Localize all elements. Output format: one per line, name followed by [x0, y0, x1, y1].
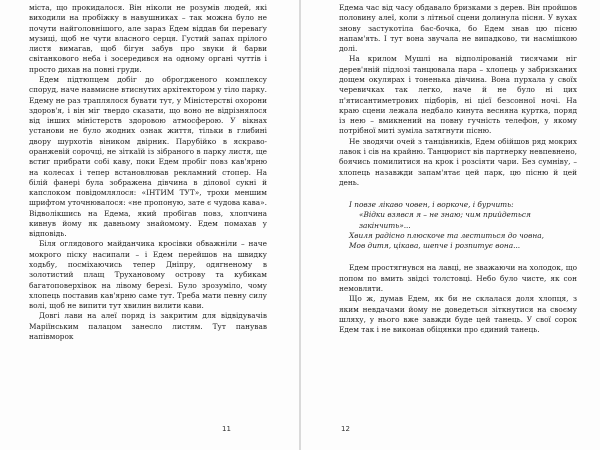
book-gutter	[299, 0, 301, 450]
paragraph: На крилом Мушлі на відполірованій тисячами ніг дерев'яній підлозі танцювала пара – хлопець у забризканих дощем окулярах і тоненька дівчина. Вона пурхала у своїх черевичках так легко, наче й не було ні цих п'ятисантиметрових підборів, ні цієї безсонної ночі. На краю сцени лежала недбало кинута весняна куртка, поряд із нею – вмикнений на повну гучність телефон, у якому потрібної миті зуміла затягнути пісню.	[339, 54, 577, 136]
poem-quote	[349, 200, 577, 251]
paragraph: Довгі лави на алеї поряд із закритим для відвідувачів Маріїнським палацом занесло листям. Тут панував напівморок	[29, 311, 267, 341]
poem-line: «Відки взявся я – не знаю; чим прийдеться закінчить»...	[359, 210, 531, 230]
paragraph: Едема час від часу обдавало бризками з дерев. Він пройшов половину алеї, коли з літньої сцени долинула пісня. У вухах знову застукотіла бас-бочка, бо Едем знав цю пісню напам'ять. І тут вона звучала не випадково, ти насмішкою долі.	[339, 3, 577, 54]
page-number-left: 11	[222, 425, 231, 433]
page-number-right: 12	[341, 425, 350, 433]
right-page	[339, 3, 577, 443]
poem-line: І повзе лікаво човен, і воркоче, і бурчить:	[349, 200, 514, 210]
paragraph: Едем підтюпцем добіг до оброгдженого комплексу споруд, наче навмисне втиснутих архітектором у тіло парку. Едему не раз траплялося бувати тут, у Міністерстві охорони здоров'я, і він міг твердо сказати, що воно не відрізнялося від інших міністерств здоровою атмосферою. У вікнах установи не було жодних ознак життя, тільки в глибині двору шурхотів віником двірник. Парубійко в яскраво-оранжевій сорочці, не зіткаїй із зібраного в парку листя, ще встиг прибрати собі каву, поки Едем пробіг повз кав'ярню на колесах і тепер встановлював рекламний стопер. На білій фанері була зображена дівчина в ділової сукні й капслоком повідомлялося: «ІНТИМ ТУТ», трохи меншим шрифтом уточнювалося: «не пропоную, зате є чудова кава». Відволікшись на Едема, який пробігав повз, хлопчина кивнув йому як давньому знайомому. Едем помахав у відповідь.	[29, 74, 267, 239]
right-page-text	[339, 3, 577, 335]
poem-line: Мов дитя, цікава, шепче і розпитує вона...	[349, 241, 521, 251]
paragraph: Що ж, думав Едем, як би не склалася доля хлопця, з яким невдачами йому не доведеться зіткнутися на своєму шляху, у нього вже завжди буде цей танець. У свої сорок Едем так і не виконав обіцянки про єдиний танець.	[339, 294, 577, 335]
paragraph: Біля оглядового майданчика кросівки обважніли – наче мокрого піску насипали – і Едем перейшов на швидку ходьбу, посміхаючись тепер Дніпру, одягненому в золотистий плащ Трухановому острову та кубикам багатоповерхівок на лівому березі. Було зрозуміло, чому хлопець поставив кав'ярню саме тут. Треба мати певну силу волі, щоб не випити тут хвилин вилити кави.	[29, 239, 267, 311]
left-page	[29, 3, 267, 443]
left-page-text	[29, 3, 267, 342]
paragraph: Не зводячи очей з танцівників, Едем обійшов ряд мокрих лавок і сів на крайню. Танцюрист вів партнерку невпевнено, боячись помилитися на крок і розсіяти чари. Без сумніву, – хлопець назавжди запам'ятає цей парк, цю пісню й цей день.	[339, 136, 577, 187]
poem-line: Хвиля радісно плюскоче та леститься до човна,	[349, 230, 544, 240]
paragraph: Едем простягнувся на лавці, не зважаючи на холодок, що попом по вмить звідсі толстовці. Небо було чисте, як сон немовляти.	[339, 263, 577, 294]
paragraph: міста, що прокидалося. Він ніколи не розумів людей, які виходили на пробіжку в навушниках – так можна було не почути найголовнішого, але зараз Едем віддав би переваґу музиці, щоб не чути власного серця. Густий запах прілого листя вимагав, щоб бігун забув про звуки й барви світанкового неба і зосередився на одному органі чуттів і просто дихав на повні груди.	[29, 3, 267, 74]
